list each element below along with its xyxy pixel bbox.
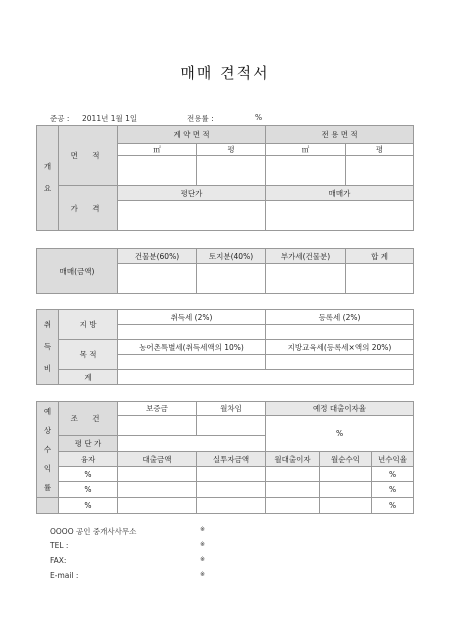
sale-price-header: 매매가 (266, 186, 414, 201)
actual-investment-header: 실투자금액 (197, 452, 266, 467)
sum-header: 합 계 (346, 249, 414, 264)
financing-percent-2[interactable]: % (59, 482, 118, 498)
monthly-net-income-2[interactable] (320, 482, 372, 498)
building-share-header: 건물분(60%) (118, 249, 197, 264)
local-tax-label: 지 방 (59, 310, 118, 340)
annual-yield-3[interactable]: % (372, 498, 414, 514)
office-tag-icon: ※ (200, 526, 206, 533)
tel-label: TEL : (50, 541, 69, 550)
fax-row (50, 556, 206, 571)
loan-rate-value[interactable]: % (266, 416, 414, 452)
contract-m2-value[interactable] (118, 156, 197, 186)
contact-info (50, 526, 206, 586)
usage-unit: % (255, 113, 263, 122)
email-row (50, 571, 206, 586)
deposit-header: 보증금 (118, 402, 197, 416)
completion-label: 준공 : (50, 114, 70, 123)
financing-percent-3[interactable]: % (59, 498, 118, 514)
expected-returns-table (36, 401, 414, 514)
tel-row (50, 541, 206, 556)
exclusive-area-header: 전 용 면 적 (266, 126, 414, 144)
rural-special-tax-value[interactable] (118, 355, 266, 370)
rural-special-tax-header: 농어촌특별세(취득세액의 10%) (118, 340, 266, 355)
monthly-interest-header: 월대출이자 (266, 452, 320, 467)
price-label: 가 격 (59, 186, 118, 231)
overview-table (36, 125, 414, 231)
contract-pyeong-value[interactable] (197, 156, 266, 186)
contract-m2-unit: ㎡ (118, 144, 197, 156)
contract-pyeong-unit: 평 (197, 144, 266, 156)
land-share-value[interactable] (197, 264, 266, 294)
sale-amount-label: 매매(금액) (37, 249, 118, 294)
monthly-net-income-3[interactable] (320, 498, 372, 514)
exclusive-m2-value[interactable] (266, 156, 346, 186)
overview-section-label: 개 요 (37, 126, 59, 231)
monthly-net-income-header: 월순수익 (320, 452, 372, 467)
actual-investment-3[interactable] (197, 498, 266, 514)
unit-price-value[interactable] (118, 201, 266, 231)
vat-header: 부가세(건물분) (266, 249, 346, 264)
exclusive-pyeong-unit: 평 (346, 144, 414, 156)
exclusive-pyeong-value[interactable] (346, 156, 414, 186)
registration-tax-value[interactable] (266, 325, 414, 340)
acquisition-cost-table (36, 309, 414, 385)
acquisition-total-value[interactable] (118, 370, 414, 385)
loan-amount-2[interactable] (118, 482, 197, 498)
actual-investment-2[interactable] (197, 482, 266, 498)
vat-value[interactable] (266, 264, 346, 294)
completion-date[interactable]: 2011년 1월 1일 (82, 114, 138, 123)
loan-rate-header: 예정 대출이자율 (266, 402, 414, 416)
sum-value[interactable] (346, 264, 414, 294)
exclusive-m2-unit: ㎡ (266, 144, 346, 156)
monthly-interest-3[interactable] (266, 498, 320, 514)
acquisition-tax-header: 취득세 (2%) (118, 310, 266, 325)
sale-price-value[interactable] (266, 201, 414, 231)
actual-investment-1[interactable] (197, 467, 266, 482)
acquisition-total-label: 계 (59, 370, 118, 385)
sale-amount-table (36, 248, 414, 294)
office-row (50, 526, 206, 541)
local-education-tax-header: 지방교육세(등록세×액의 20%) (266, 340, 414, 355)
loan-amount-header: 대출금액 (118, 452, 197, 467)
loan-amount-3[interactable] (118, 498, 197, 514)
email-tag-icon: ※ (200, 571, 206, 578)
acquisition-section-label: 취 득 비 (37, 310, 59, 385)
email-label: E-mail : (50, 571, 79, 580)
returns-section-label-tail (37, 498, 59, 514)
local-education-tax-value[interactable] (266, 355, 414, 370)
financing-header: 융자 (59, 452, 118, 467)
acquisition-tax-value[interactable] (118, 325, 266, 340)
land-share-header: 토지분(40%) (197, 249, 266, 264)
annual-yield-2[interactable]: % (372, 482, 414, 498)
purpose-tax-label: 목 적 (59, 340, 118, 370)
building-share-value[interactable] (118, 264, 197, 294)
contract-area-header: 계 약 면 적 (118, 126, 266, 144)
returns-unit-price-value[interactable] (118, 436, 266, 452)
condition-label: 조 건 (59, 402, 118, 436)
deposit-value[interactable] (118, 416, 197, 436)
monthly-net-income-1[interactable] (320, 467, 372, 482)
document-title: 매매 견적서 (180, 64, 270, 82)
monthly-rent-header: 월차임 (197, 402, 266, 416)
returns-section-label: 예 상 수 익 률 (37, 402, 59, 498)
monthly-rent-value[interactable] (197, 416, 266, 436)
annual-yield-1[interactable]: % (372, 467, 414, 482)
financing-percent-1[interactable]: % (59, 467, 118, 482)
area-label: 면 적 (59, 126, 118, 186)
annual-yield-header: 년수익율 (372, 452, 414, 467)
fax-tag-icon: ※ (200, 556, 206, 563)
usage-label: 전용률 : (187, 114, 214, 123)
monthly-interest-2[interactable] (266, 482, 320, 498)
registration-tax-header: 등록세 (2%) (266, 310, 414, 325)
loan-amount-1[interactable] (118, 467, 197, 482)
returns-unit-price-label: 평 단 가 (59, 436, 118, 452)
monthly-interest-1[interactable] (266, 467, 320, 482)
unit-price-header: 평단가 (118, 186, 266, 201)
tel-tag-icon: ※ (200, 541, 206, 548)
office-name: OOOO 공인 중개사사무소 (50, 527, 137, 536)
fax-label: FAX: (50, 556, 67, 565)
